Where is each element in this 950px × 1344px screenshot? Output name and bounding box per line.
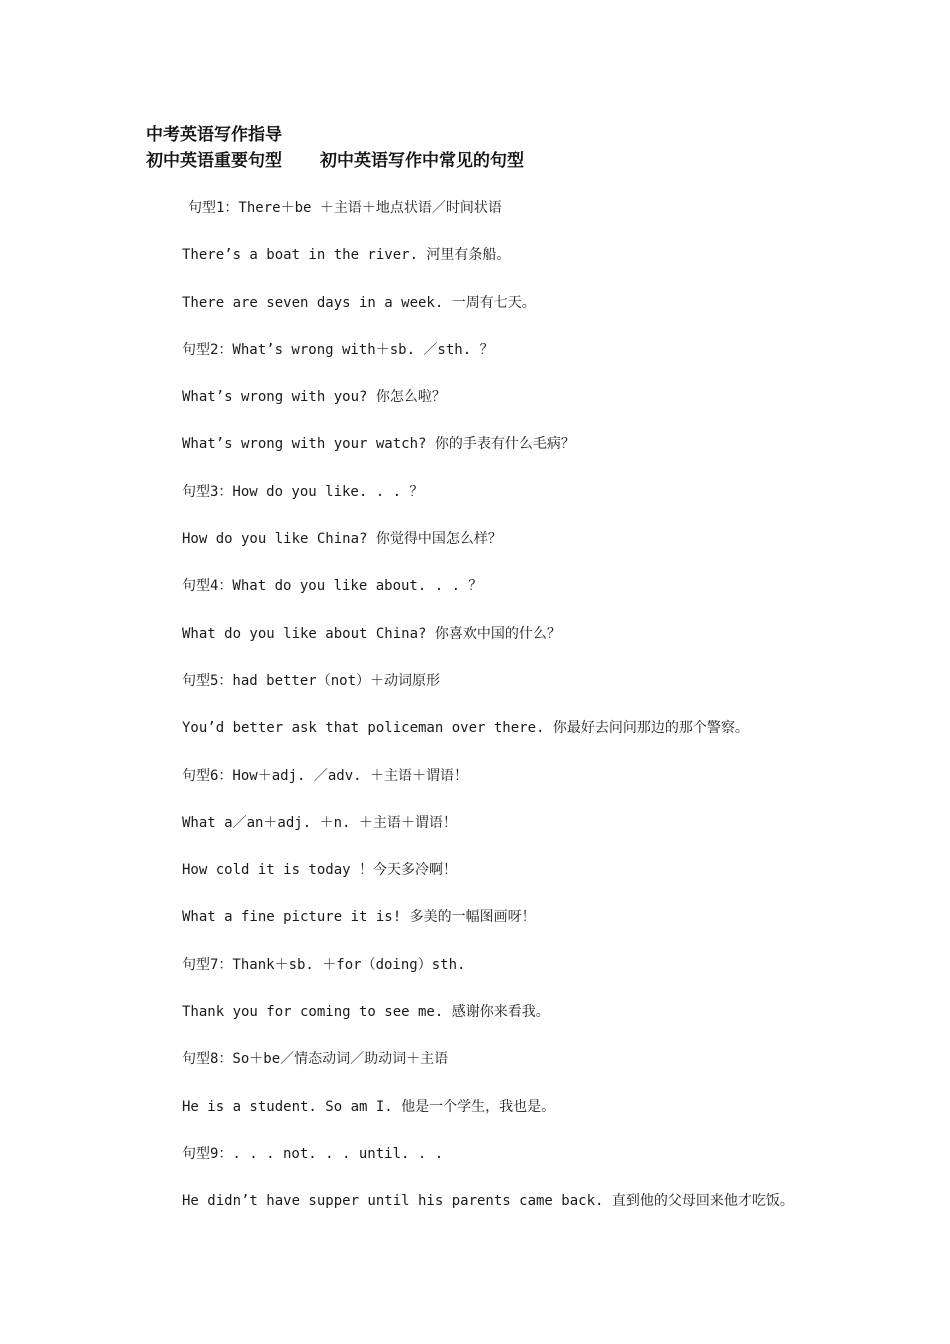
example-line: He is a student. So am I. 他是一个学生，我也是。 — [182, 1098, 556, 1115]
example-line: Thank you for coming to see me. 感谢你来看我。 — [182, 1004, 550, 1021]
example-line: He didn’t have supper until his parents came back. 直到他的父母回来他才吃饭。 — [182, 1193, 794, 1210]
example-line: What do you like about China? 你喜欢中国的什么？ — [182, 625, 561, 642]
document-title: 中考英语写作指导 — [146, 125, 282, 145]
example-line: What’s wrong with you? 你怎么啦？ — [182, 389, 446, 406]
sentence-pattern-list — [182, 198, 922, 1239]
pattern-heading-9: 句型9：. . . not. . . until. . . — [182, 1145, 444, 1162]
pattern-heading-1: 句型1：There＋be ＋主语＋地点状语／时间状语 — [188, 200, 502, 216]
example-line: What’s wrong with your watch? 你的手表有什么毛病？ — [182, 436, 575, 453]
pattern-heading-8: 句型8：So＋be／情态动词／助动词＋主语 — [182, 1051, 449, 1068]
example-line: You’d better ask that policeman over there. 你最好去问问那边的那个警察。 — [182, 720, 749, 737]
pattern-heading-2: 句型2：What’s wrong with＋sb. ／sth. ？ — [182, 341, 494, 358]
example-line: What a fine picture it is! 多美的一幅图画呀！ — [182, 909, 536, 926]
pattern-heading-6: 句型6：How＋adj. ／adv. ＋主语＋谓语！ — [182, 767, 469, 784]
subtitle-left: 初中英语重要句型 — [146, 151, 282, 171]
subtitle-right: 初中英语写作中常见的句型 — [320, 151, 524, 171]
pattern-heading-4: 句型4：What do you like about. . . ？ — [182, 578, 483, 595]
document-subtitle — [146, 150, 524, 172]
example-line: How cold it is today ！今天多冷啊！ — [182, 862, 458, 879]
pattern-heading-5: 句型5：had better（not）＋动词原形 — [182, 672, 441, 689]
example-line: There are seven days in a week. 一周有七天。 — [182, 294, 536, 311]
pattern-heading-3: 句型3：How do you like. . . ？ — [182, 483, 424, 500]
example-line: How do you like China? 你觉得中国怎么样？ — [182, 531, 502, 548]
pattern-line: What a／an＋adj. ＋n. ＋主语＋谓语！ — [182, 814, 457, 831]
pattern-heading-7: 句型7：Thank＋sb. ＋for（doing）sth. — [182, 956, 466, 973]
example-line: There’s a boat in the river. 河里有条船。 — [182, 247, 511, 264]
